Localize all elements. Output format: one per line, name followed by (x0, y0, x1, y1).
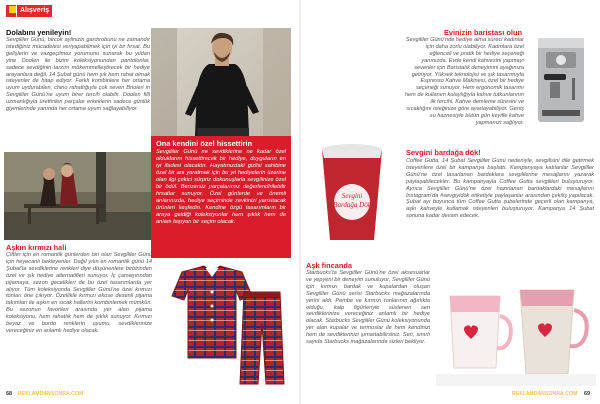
gift-title: Ona kendini özel hissettirin (156, 139, 253, 148)
coffee-cup-photo (304, 136, 400, 248)
article-title-askin: Aşkın kırmızı hali (6, 243, 67, 252)
gutter (299, 0, 301, 404)
mugs-photo (436, 276, 596, 386)
article-body-ask-fincanda: Starbucks’ta Sevgililer Günü’ne özel aksesuarlar ve yepyeni bir deneyim sunuluyor. Sevgililer Günü için kırmızı bardak ve kupalardan oluşan Sevgililer Günü serisi Starbucks mağazalarında yerini aldı. Pembe ve kırmızı tonlarının ağırlıkta olduğu, kalp figürleriyle süslenen seri sevdiklerinize vereceğiniz anlamlı bir hediye olacak. Starbucks Sevgililer Günü koleksiyonunda yer alan kupalar ve termoslar ile hem kendinizi hem de sevdiklerinizi şımartabilirsiniz. Seri, sınırlı sayıda Starbucks mağazalarında sizleri bekliyor. (306, 270, 430, 346)
svg-text:Bardağa Dök: Bardağa Dök (333, 201, 371, 209)
pajama-photo (160, 262, 292, 388)
article-title-barista: Evinizin baristası olun (443, 28, 522, 37)
article-title-ask-fincanda: Aşk fincanda (306, 261, 353, 270)
article-title-bardak: Sevgini bardağa dök! (406, 148, 481, 157)
logo-text: Alışveriş (17, 5, 52, 17)
article-body-bardak: Coffee Gutta, 14 Şubat Sevgililer Günü nedeniyle, sevgilisini dile getirmek isteyenlere özel bir kampanya başlattı. Kampanyaya katılanlar Sevgililer Günü’ne özel tasarlanan bardaklara sevgililerine mesajlarını yazarak paylaşabilecekler. Bu kampanyayla Coffee Gutta sevgilileri buluşturuyor. Ayrıca Sevgililer Günü’ne özel hazırlanan bardaklardaki mesajlarını Instagram’da #sevgiyidök etiketiyle paylaşanlar arasından çekiliş yapılacak. Şubat ayı boyunca tüm Coffee Gutta şubelerinde geçerli olan kampanya, aşkı kahveyle kutlamak isteyenleri buluşturuyor. Kampanya 14 Şubat sonuna kadar devam edecek. (406, 158, 594, 220)
article-body-askin: Çiftler için en romantik günlerden biri olan Sevgililer Günü için heyecanlı bekleyenler. Dağıl yılın en romantik günü 14 Şubat’ta sevdiklerine renkleri diye düşünenlere birbirinden özel ve şık hediye alternatifleri sunuyor. İç çamaşırından pijamaya, sezon gecelikleri de bu özel tasarımlarda yer alıyor. Tüm koleksiyonda Sevgililer Günü’ne özel kırmızı tonları öne çıkıyor. Özellikle kırmızı ekose desenli pijama takımları ile aşkın en sıcak hallerini kombinlemek mümkün. Bu sezonun favorileri arasında yer alan pijama koleksiyonu, hem rahatlık hem de şıklık sunuyor. Kırmızı beyaz ve bordo renklerin uyumu, sevdiklerinize vereceğiniz en anlamlı hediye olacak. (6, 252, 152, 334)
site-right: REKLAMDANSONRA.COM (512, 391, 578, 397)
page-number-right: 69 (584, 391, 591, 397)
article-title-dolap: Dolabını yenileyin! (6, 28, 72, 37)
site-left: REKLAMDANSONRA.COM (18, 391, 84, 397)
couple-photo (4, 152, 151, 240)
espresso-machine-photo (528, 30, 594, 130)
article-body-dolap: Sevgililer Günü, bircok aylinizin gardırobunu ne zamandır istediğiniz mücadelesi veriyapabilmek için iyi bir fırsat. Bu gelişlerin ve vazgeçilmez yorumunu sunarak bu yıldan yine Doolen ile bizim koleksiyonundan pantolonlar, sadece sevdiğinin tarzını mükemmelleştirecek bir hediye arayanlara değil, 14 Şubat günü hem şık hem rahat olmak isteyenler de hitap ediyor. Farklı kombinlere her ortama uyum uydurabilen, chino rahatlığıyla çok seven Brioleri in Sevgililer Günü’ne uyum birer tercih olabilir. Doolen filli uzmanlığıyla ürettirilen parçalar erkeklerin sadece günlük giyimlerinde yanında her ortama uyum sağlayabiliyor. (6, 37, 150, 113)
svg-text:Sevgini: Sevgini (341, 192, 363, 200)
page-number-left: 68 (6, 391, 13, 397)
logo-mark-icon (6, 5, 16, 17)
article-body-barista: Sevgililer Günü’nde hediye alma süreci kadınlar için daha zorlu olabiliyor. Kadınlara özel eğlenceli ve pratik bir hediye seçeneği yanınızda. Evde kendi kahvesini yapmayı sevenler için Baristalık deneyimini ayağınıza getiriyor. Yüksek teknolojisi ve şık tasarımıyla Espresso Kahve Makinesi, özel bir hediye seçeneği sunuyor. Hem ergonomik tasarımı hem de kullanım kolaylığıyla kahve tutkunlarının ilk tercihi. Kahve demleme süresini ve sıcaklığını isteğinize göre ayarlayabiliyor. Geniş su haznesiyle bütün gün keyifle kahve yapmanızı sağlıyor. (404, 37, 524, 126)
gift-feature-box (151, 136, 291, 258)
gift-body: Sevgililer Günü ne sevdiklerine ne kadar özel olduklarını hissettirecek bir hediye, duyguların en iyi ifadesi olacaktır. Hayatınızdaki gizlisi sahibine özel bir anı yaratmak için bu yıl hediyelerin üzerine olan ilgi çekici sürpriz dokunuşlarla sevgilinize özel bir ödül. Benzersiz parçalarımız değerlendirilebilir fırsatlar sunuyor. Özel günlerde ve önemli anlarınızda, hediye seçiminde zevkinizi yansıtacak ürünleri keşfedin. Kendine özgü tasarımların bir araya geldiği koleksiyonlar hem şıklık hem de anlam taşıyan bir seçim olacak. (156, 149, 286, 225)
section-logo (6, 5, 50, 17)
man-photo (151, 28, 291, 136)
